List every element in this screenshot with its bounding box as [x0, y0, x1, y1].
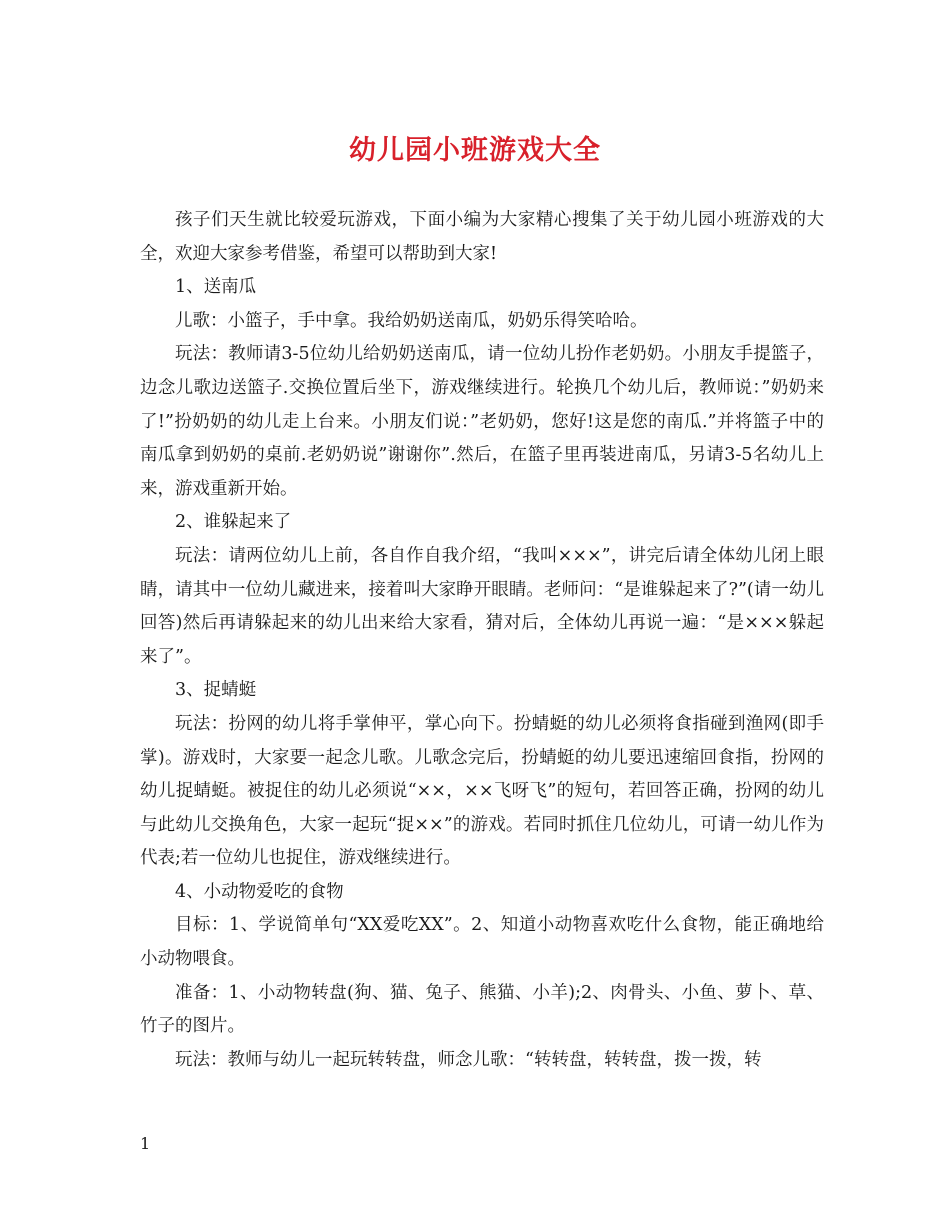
- paragraph-game-4-goals: 目标：1、学说简单句“XX爱吃XX”。2、知道小动物喜欢吃什么食物，能正确地给小动物喂食。: [140, 915, 824, 970]
- intro-paragraph: 孩子们天生就比较爱玩游戏，下面小编为大家精心搜集了关于幼儿园小班游戏的大全，欢迎大家参考借鉴，希望可以帮助到大家!: [140, 210, 824, 264]
- section-heading-4: 4、小动物爱吃的食物: [175, 881, 344, 902]
- paragraph-game-4-rules: 玩法：教师与幼儿一起玩转转盘，师念儿歌：“转转盘，转转盘，拨一拨，转: [175, 1049, 762, 1070]
- paragraph-rhyme: 儿歌：小篮子，手中拿。我给奶奶送南瓜，奶奶乐得笑哈哈。: [175, 310, 648, 331]
- paragraph-game-2-rules: 玩法：请两位幼儿上前，各自作自我介绍，“我叫×××”，讲完后请全体幼儿闭上眼睛，请其中一位幼儿藏进来，接着叫大家睁开眼睛。老师问：“是谁躲起来了?”(请一幼儿回答)然后再请躲起来的幼儿出来给大家看，猜对后，全体幼儿再说一遍：“是×××躲起来了”。: [140, 545, 824, 667]
- section-heading-3: 3、捉蜻蜓: [175, 680, 257, 701]
- section-heading-1: 1、送南瓜: [175, 277, 257, 298]
- paragraph-game-4-prep: 准备：1、小动物转盘(狗、猫、兔子、熊猫、小羊);2、肉骨头、小鱼、萝卜、草、竹子的图片。: [140, 982, 824, 1037]
- section-heading-2: 2、谁躲起来了: [175, 512, 292, 533]
- document-body: [140, 204, 824, 1077]
- page-number: 1: [140, 1134, 151, 1153]
- paragraph-game-3-rules: 玩法：扮网的幼儿将手掌伸平，掌心向下。扮蜻蜓的幼儿必须将食指碰到渔网(即手掌)。游戏时，大家要一起念儿歌。儿歌念完后，扮蜻蜓的幼儿要迅速缩回食指，扮网的幼儿捉蜻蜓。被捉住的幼儿必须说“××，××飞呀飞”的短句，若回答正确，扮网的幼儿与此幼儿交换角色，大家一起玩“捉××”的游戏。若同时抓住几位幼儿，可请一幼儿作为代表;若一位幼儿也捉住，游戏继续进行。: [140, 713, 824, 869]
- paragraph-game-1-rules: 玩法：教师请3-5位幼儿给奶奶送南瓜，请一位幼儿扮作老奶奶。小朋友手提篮子，边念儿歌边送篮子.交换位置后坐下，游戏继续进行。轮换几个幼儿后，教师说：”奶奶来了!”扮奶奶的幼儿走上台来。小朋友们说：”老奶奶，您好!这是您的南瓜.”并将篮子中的南瓜拿到奶奶的桌前.老奶奶说”谢谢你”.然后，在篮子里再装进南瓜，另请3-5名幼儿上来，游戏重新开始。: [140, 344, 824, 499]
- document-title: 幼儿园小班游戏大全: [349, 135, 601, 166]
